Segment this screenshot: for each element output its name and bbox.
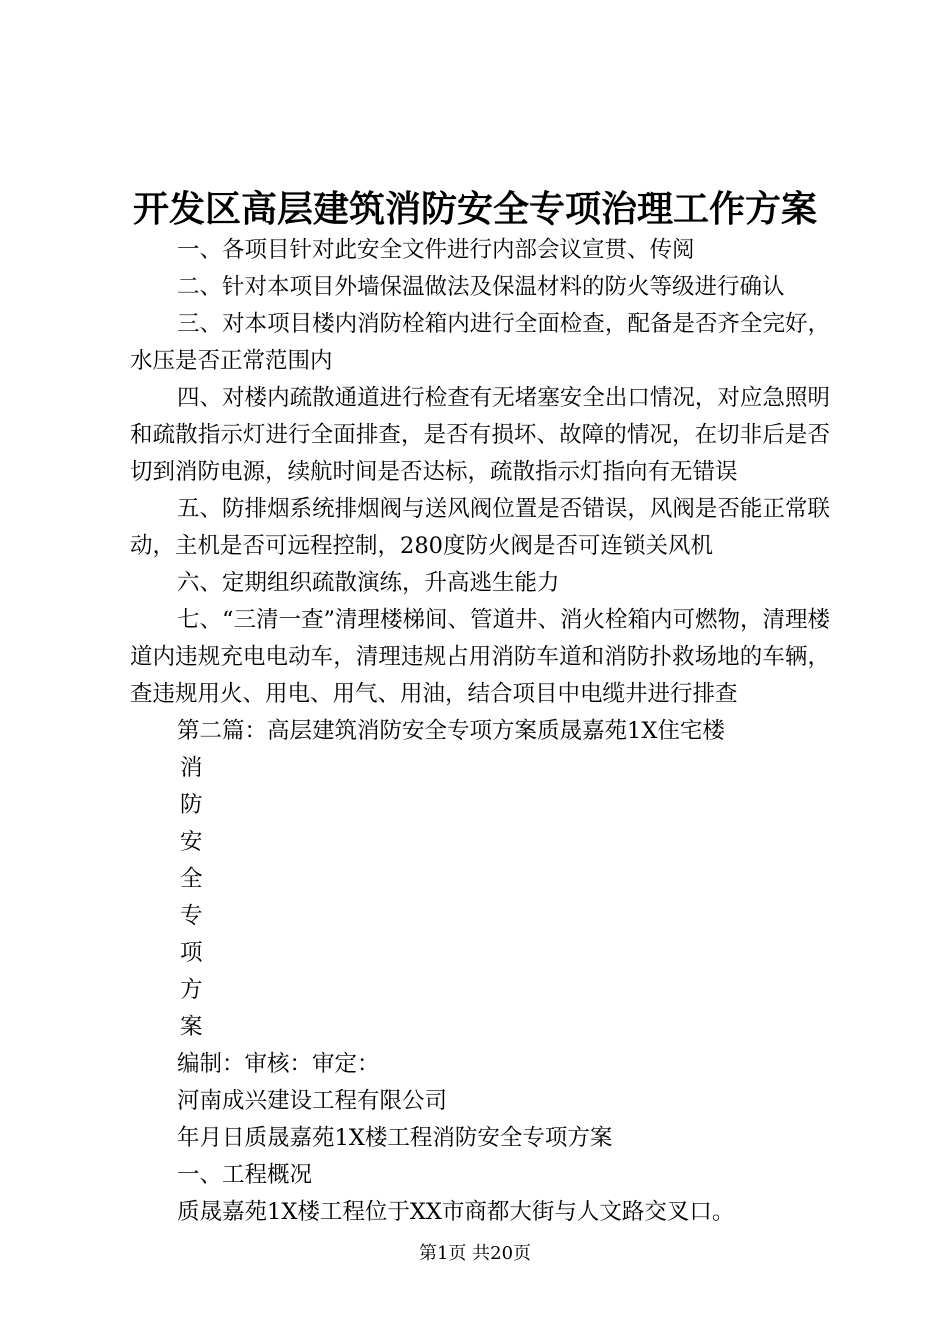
overview-text: 质晟嘉苑1X楼工程位于XX市商都大街与人文路交叉口。: [177, 1199, 735, 1225]
second-part-heading: 第二篇：高层建筑消防安全专项方案质晟嘉苑1X住宅楼: [177, 718, 725, 744]
paragraph-6: 六、定期组织疏散演练，升高逃生能力: [177, 570, 560, 596]
vertical-char: 专: [180, 903, 203, 929]
vertical-char: 安: [180, 829, 203, 855]
paragraph-5: 五、防排烟系统排烟阀与送风阀位置是否错误，风阀是否能正常联动，主机是否可远程控制，280度防火阀是否可连锁关风机: [130, 496, 830, 559]
vertical-char: 消: [180, 755, 203, 781]
document-body: [130, 232, 830, 1231]
vertical-char: 案: [180, 1014, 203, 1040]
vertical-char: 方: [180, 977, 203, 1003]
paragraph-3: 三、对本项目楼内消防栓箱内进行全面检查，配备是否齐全完好，水压是否正常范围内: [130, 311, 830, 374]
sign-line: 编制：审核：审定：: [177, 1051, 380, 1077]
vertical-char: 项: [180, 940, 203, 966]
page-footer: 第1页 共20页: [418, 1243, 532, 1264]
paragraph-4: 四、对楼内疏散通道进行检查有无堵塞安全出口情况，对应急照明和疏散指示灯进行全面排查，是否有损坏、故障的情况，在切非后是否切到消防电源，续航时间是否达标，疏散指示灯指向有无错误: [130, 385, 830, 485]
vertical-char: 全: [180, 866, 203, 892]
paragraph-7: 七、“三清一查”清理楼梯间、管道井、消火栓箱内可燃物，清理楼道内违规充电电动车，清理违规占用消防车道和消防扑救场地的车辆，查违规用火、用电、用气、用油，结合项目中电缆井进行排查: [130, 607, 831, 707]
vertical-char: 防: [180, 792, 203, 818]
date-line: 年月日质晟嘉苑1X楼工程消防安全专项方案: [177, 1125, 613, 1151]
paragraph-1: 一、各项目针对此安全文件进行内部会议宣贯、传阅: [177, 237, 695, 263]
section-heading: 一、工程概况: [177, 1162, 313, 1188]
document-title: 开发区高层建筑消防安全专项治理工作方案: [132, 188, 817, 230]
paragraph-2: 二、针对本项目外墙保温做法及保温材料的防火等级进行确认: [177, 274, 785, 300]
company-name: 河南成兴建设工程有限公司: [177, 1088, 448, 1114]
vertical-title: [130, 750, 830, 1046]
